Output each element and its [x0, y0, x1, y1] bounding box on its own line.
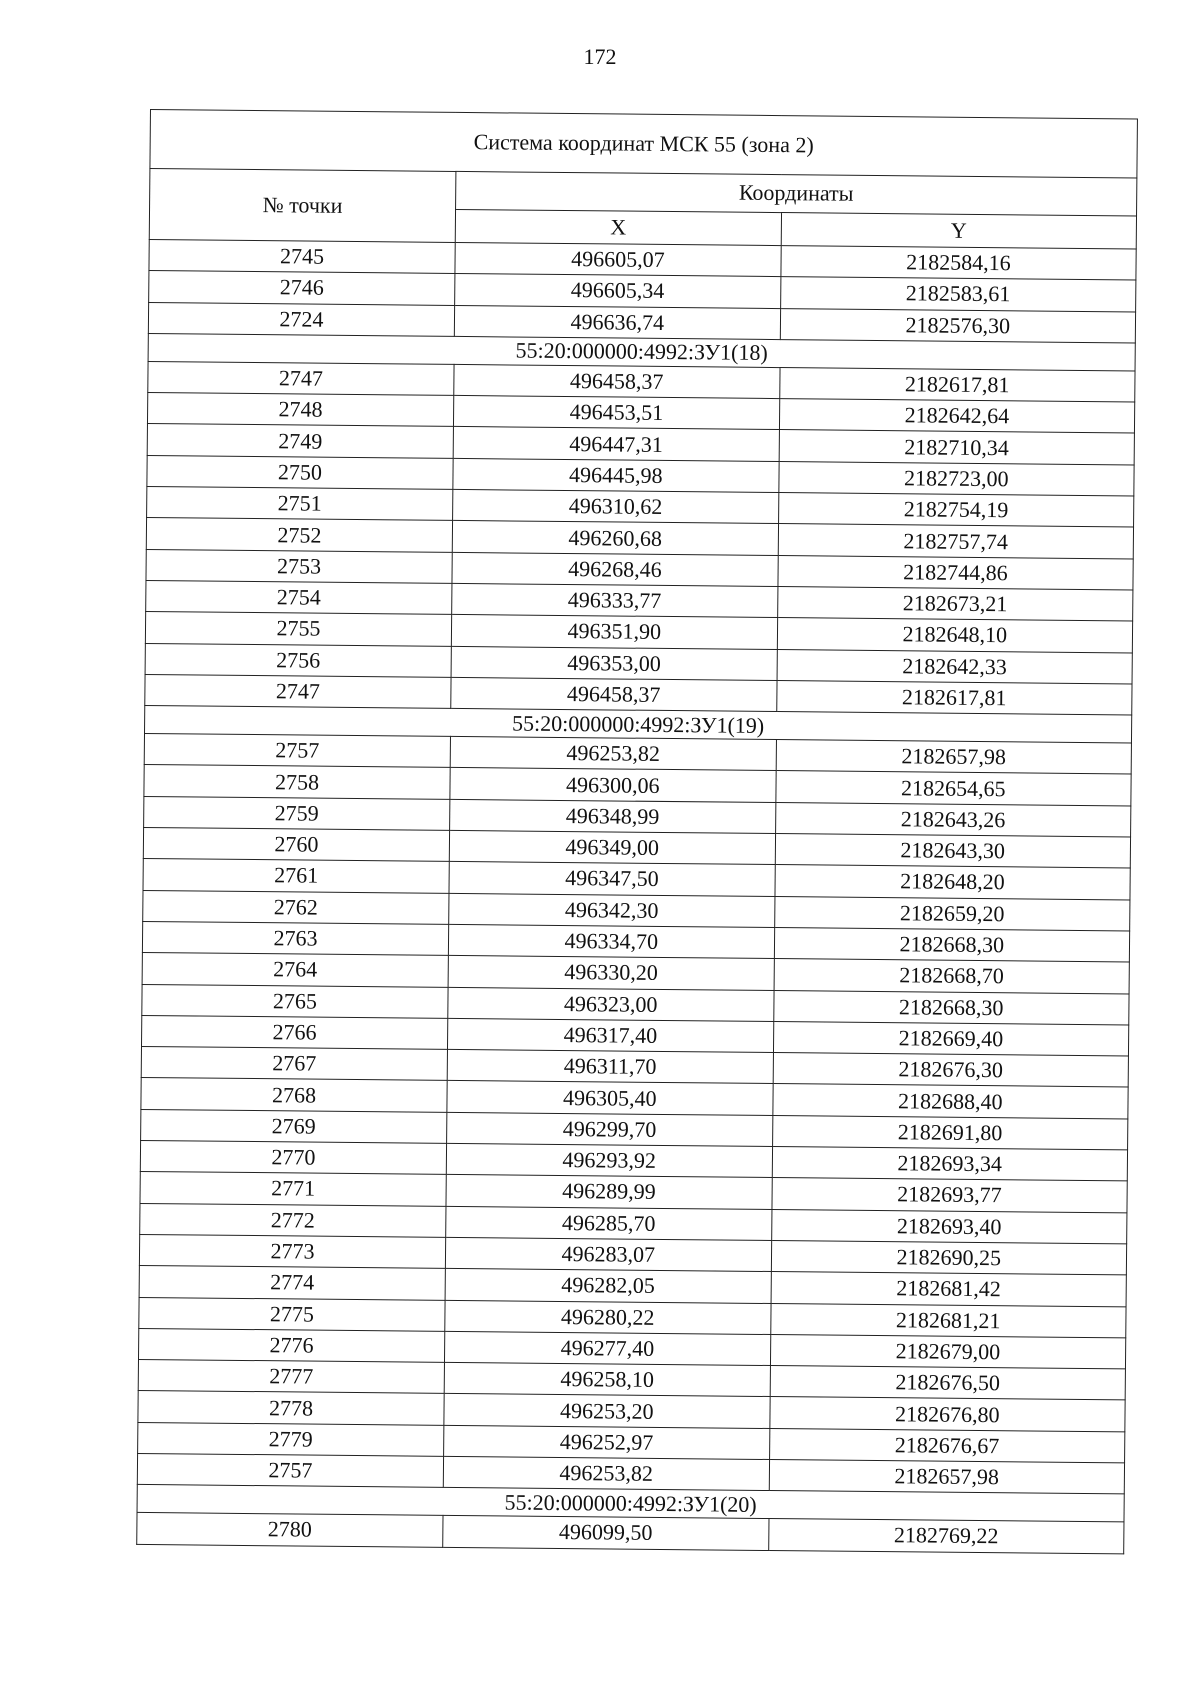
point-number-cell: 2759	[144, 796, 450, 830]
y-coordinate-cell: 2182669,40	[773, 1021, 1129, 1056]
point-number-cell: 2757	[144, 734, 450, 768]
x-coordinate-cell: 496311,70	[447, 1050, 773, 1084]
x-coordinate-cell: 496342,30	[449, 893, 775, 927]
point-number-cell: 2773	[139, 1234, 445, 1268]
x-coordinate-cell: 496300,06	[450, 768, 776, 802]
y-coordinate-cell: 2182693,40	[771, 1209, 1127, 1244]
point-number-cell: 2747	[148, 361, 454, 395]
x-coordinate-cell: 496317,40	[447, 1018, 773, 1052]
x-coordinate-cell: 496605,07	[455, 242, 781, 276]
y-coordinate-cell: 2182668,70	[774, 959, 1130, 994]
point-number-cell: 2779	[138, 1422, 444, 1456]
y-coordinate-cell: 2182744,86	[778, 555, 1134, 590]
x-coordinate-cell: 496099,50	[443, 1516, 769, 1550]
x-coordinate-cell: 496283,07	[445, 1237, 771, 1271]
point-number-cell: 2775	[139, 1297, 445, 1331]
x-coordinate-cell: 496252,97	[444, 1425, 770, 1459]
x-coordinate-cell: 496305,40	[447, 1081, 773, 1115]
y-coordinate-cell: 2182643,30	[775, 834, 1131, 869]
point-number-cell: 2753	[146, 549, 452, 583]
y-coordinate-cell: 2182617,81	[776, 680, 1132, 715]
x-coordinate-cell: 496333,77	[452, 583, 778, 617]
y-coordinate-cell: 2182676,30	[773, 1053, 1129, 1088]
x-coordinate-cell: 496458,37	[451, 677, 777, 711]
point-number-cell: 2755	[145, 612, 451, 646]
point-number-cell: 2724	[148, 302, 454, 336]
y-coordinate-cell: 2182657,98	[769, 1459, 1125, 1494]
y-coordinate-cell: 2182710,34	[779, 430, 1135, 465]
point-number-cell: 2774	[139, 1266, 445, 1300]
point-number-cell: 2760	[143, 828, 449, 862]
point-number-cell: 2750	[147, 455, 453, 489]
table-body	[137, 239, 1136, 1553]
point-number-cell: 2777	[138, 1360, 444, 1394]
point-number-cell: 2768	[141, 1078, 447, 1112]
point-number-cell: 2762	[143, 890, 449, 924]
point-number-cell: 2778	[138, 1391, 444, 1425]
x-coordinate-cell: 496353,00	[451, 646, 777, 680]
x-coordinate-cell: 496323,00	[448, 987, 774, 1021]
point-number-cell: 2747	[145, 674, 451, 708]
y-coordinate-cell: 2182648,10	[777, 618, 1133, 653]
point-number-cell: 2780	[137, 1513, 443, 1547]
point-number-cell: 2772	[140, 1203, 446, 1237]
point-number-cell: 2763	[142, 921, 448, 955]
y-coordinate-cell: 2182654,65	[776, 771, 1132, 806]
point-number-cell: 2757	[137, 1453, 443, 1487]
x-coordinate-cell: 496445,98	[453, 458, 779, 492]
x-coordinate-cell: 496258,10	[444, 1362, 770, 1396]
x-coordinate-cell: 496289,99	[446, 1175, 772, 1209]
x-coordinate-cell: 496636,74	[454, 305, 780, 339]
y-coordinate-cell: 2182668,30	[773, 990, 1129, 1025]
y-coordinate-cell: 2182693,77	[772, 1178, 1128, 1213]
coordinates-header: Координаты	[456, 171, 1137, 215]
x-coordinate-cell: 496253,20	[444, 1394, 770, 1428]
point-number-cell: 2767	[141, 1047, 447, 1081]
x-coordinate-cell: 496299,70	[447, 1112, 773, 1146]
table-title: Система координат МСК 55 (зона 2)	[150, 110, 1138, 178]
point-number-cell: 2754	[146, 580, 452, 614]
y-coordinate-cell: 2182681,42	[771, 1272, 1127, 1307]
y-coordinate-cell: 2182617,81	[779, 367, 1135, 402]
y-coordinate-cell: 2182757,74	[778, 524, 1134, 559]
y-coordinate-cell: 2182673,21	[777, 587, 1133, 622]
y-coordinate-cell: 2182676,80	[770, 1397, 1126, 1432]
x-coordinate-cell: 496351,90	[451, 615, 777, 649]
point-number-cell: 2746	[149, 271, 455, 305]
x-coordinate-cell: 496347,50	[449, 862, 775, 896]
x-coordinate-cell: 496447,31	[453, 427, 779, 461]
x-coordinate-cell: 496334,70	[448, 924, 774, 958]
y-coordinate-cell: 2182769,22	[768, 1519, 1124, 1554]
point-number-cell: 2749	[147, 424, 453, 458]
point-number-cell: 2748	[147, 393, 453, 427]
point-number-cell: 2769	[141, 1109, 447, 1143]
x-coordinate-cell: 496605,34	[455, 274, 781, 308]
y-coordinate-cell: 2182676,50	[770, 1366, 1126, 1401]
coordinates-table	[136, 109, 1138, 1554]
point-number-cell: 2765	[142, 984, 448, 1018]
y-coordinate-cell: 2182643,26	[775, 802, 1131, 837]
x-coordinate-cell: 496348,99	[450, 799, 776, 833]
y-coordinate-cell: 2182690,25	[771, 1240, 1127, 1275]
x-column-header: X	[455, 209, 781, 246]
point-number-cell: 2761	[143, 859, 449, 893]
page-number: 172	[583, 44, 617, 69]
point-number-cell: 2756	[145, 643, 451, 677]
y-coordinate-cell: 2182659,20	[774, 896, 1130, 931]
x-coordinate-cell: 496280,22	[445, 1300, 771, 1334]
x-coordinate-cell: 496268,46	[452, 552, 778, 586]
y-coordinate-cell: 2182688,40	[773, 1084, 1129, 1119]
x-coordinate-cell: 496285,70	[446, 1206, 772, 1240]
y-coordinate-cell: 2182679,00	[770, 1334, 1126, 1369]
point-number-cell: 2751	[147, 487, 453, 521]
y-coordinate-cell: 2182691,80	[772, 1115, 1128, 1150]
point-number-cell: 2776	[138, 1328, 444, 1362]
point-number-cell: 2745	[149, 239, 455, 273]
point-number-cell: 2752	[146, 518, 452, 552]
y-coordinate-cell: 2182648,20	[775, 865, 1131, 900]
y-column-header: Y	[781, 212, 1137, 249]
x-coordinate-cell: 496253,82	[450, 737, 776, 771]
x-coordinate-cell: 496260,68	[452, 521, 778, 555]
x-coordinate-cell: 496253,82	[443, 1456, 769, 1490]
point-number-cell: 2771	[140, 1172, 446, 1206]
y-coordinate-cell: 2182754,19	[778, 493, 1134, 528]
y-coordinate-cell: 2182657,98	[776, 740, 1132, 775]
y-coordinate-cell: 2182642,64	[779, 399, 1135, 434]
y-coordinate-cell: 2182693,34	[772, 1147, 1128, 1182]
x-coordinate-cell: 496277,40	[444, 1331, 770, 1365]
x-coordinate-cell: 496310,62	[453, 490, 779, 524]
x-coordinate-cell: 496330,20	[448, 956, 774, 990]
section-label: 55:20:000000:4992:ЗУ1(18)	[148, 333, 1135, 370]
y-coordinate-cell: 2182642,33	[777, 649, 1133, 684]
y-coordinate-cell: 2182681,21	[770, 1303, 1126, 1338]
y-coordinate-cell: 2182676,67	[769, 1428, 1125, 1463]
y-coordinate-cell: 2182584,16	[781, 246, 1137, 281]
point-number-cell: 2770	[140, 1140, 446, 1174]
coordinates-sheet	[136, 109, 1138, 1554]
x-coordinate-cell: 496293,92	[446, 1143, 772, 1177]
x-coordinate-cell: 496349,00	[449, 830, 775, 864]
point-number-cell: 2764	[142, 953, 448, 987]
x-coordinate-cell: 496458,37	[454, 364, 780, 398]
point-number-cell: 2766	[141, 1015, 447, 1049]
x-coordinate-cell: 496453,51	[453, 396, 779, 430]
section-label: 55:20:000000:4992:ЗУ1(20)	[137, 1485, 1124, 1522]
section-label: 55:20:000000:4992:ЗУ1(19)	[145, 706, 1132, 743]
y-coordinate-cell: 2182576,30	[780, 308, 1136, 343]
y-coordinate-cell: 2182723,00	[779, 461, 1135, 496]
point-number-cell: 2758	[144, 765, 450, 799]
y-coordinate-cell: 2182583,61	[780, 277, 1136, 312]
x-coordinate-cell: 496282,05	[445, 1269, 771, 1303]
y-coordinate-cell: 2182668,30	[774, 927, 1130, 962]
point-number-header: № точки	[149, 169, 456, 243]
